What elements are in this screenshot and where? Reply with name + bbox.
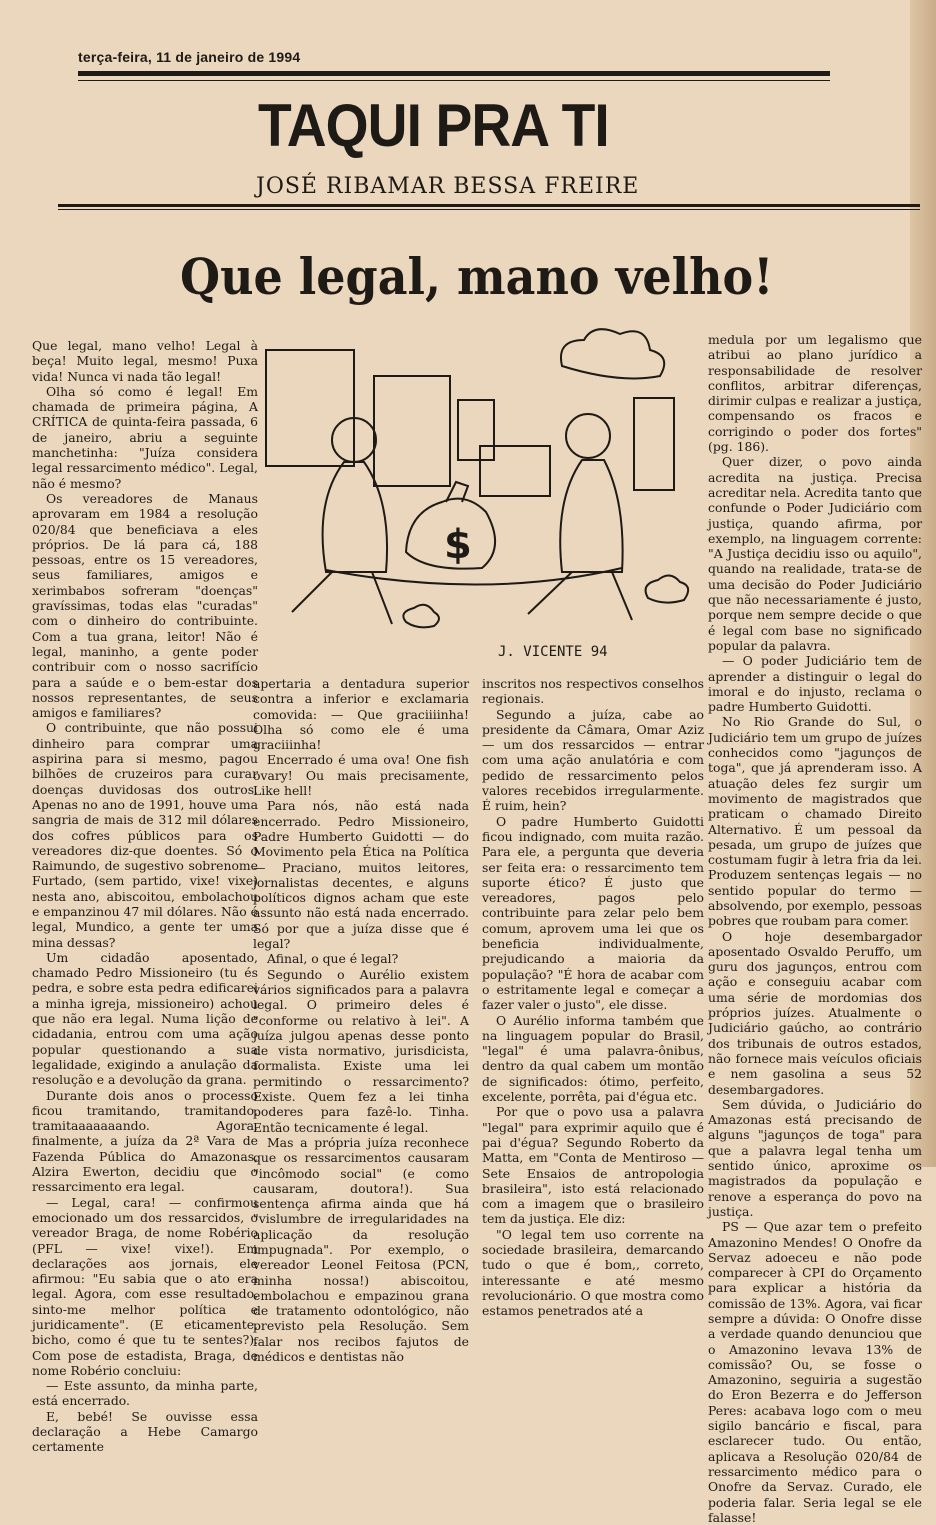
article-paragraph: PS — Que azar tem o prefeito Amazonino Mendes! O Onofre da Servaz adoeceu e não pode comparecer à CPI do Orçamento para explicar a história da comissão de 13%. Agora, vai ficar sempre a dúvida: O Onofre disse a verdade quando denunciou que o Amazonino levava 13% de comissão? Ou, se fosse o Amazonino, seguiria a sugestão do Eron Bezerra e do Jefferson Peres: acabava logo com o meu sigilo bancário e fiscal, para esclarecer tudo. Ou então, aplicava a Resolução 020/84 de ressarcimento médico para o Onofre da Servaz. Curado, ele poderia falar. Seria legal se ele falasse! — [708, 1219, 922, 1525]
article-paragraph: inscritos nos respectivos conselhos regionais. — [482, 676, 704, 707]
article-paragraph: "O legal tem uso corrente na sociedade brasileira, demarcando tudo o que é bom,, correto, interessante e até mesmo revolucionário. O que mostra como estamos penetrados até a — [482, 1226, 704, 1319]
article-paragraph: Encerrado é uma ova! One fish ovary! Ou mais precisamente, Like hell! — [253, 752, 469, 799]
author-name: JOSÉ RIBAMAR BESSA FREIRE — [256, 174, 640, 199]
article-paragraph: — Legal, cara! — confirmou emocionado um dos ressarcidos, o vereador Braga, de nome Robério (PFL — vixe! vixe!). Em declarações aos jornais, ele afirmou: "Eu sabia que o ato era legal. Agora, com esse resultado, sinto-me melhor política e juridicamente". (E eticamente, bicho, como é que tu te sentes?). Com pose de estadista, Braga, de nome Robério concluiu: — [32, 1194, 258, 1378]
article-paragraph: O padre Humberto Guidotti ficou indignado, com muita razão. Para ele, a pergunta que deveria ser feita era: o ressarcimento tem suporte ético? É justo que vereadores, pagos pelo contribuinte para zelar pelo bem comum, aprovem uma lei que os beneficia individualmente, prejudicando a maioria da população? "É hora de acabar com o estritamente legal e começar a fazer valer o justo", ele disse. — [482, 813, 704, 1013]
cartoon-cloud — [646, 575, 689, 602]
cartoon-cloud — [403, 605, 439, 628]
top-rule — [78, 71, 830, 76]
article-paragraph: No Rio Grande do Sul, o Judiciário tem um grupo de juízes conhecidos como "jagunços de toga", que já aprenderam isso. A atuação deles fez surgir um movimento de magistrados que praticam o chamado Direito Alternativo. É um pessoal da pesada, um grupo de juízes que costumam fugir à letra fria da lei. Produzem sentenças legais — no sentido popular do termo — absolvendo, por exemplo, pessoas pobres que roubam para comer. — [708, 714, 922, 929]
article-paragraph: O contribuinte, que não possui dinheiro para comprar uma aspirina para si mesmo, pagou bilhões de cruzeiros para curar doenças duvidosas dos outros. Apenas no ano de 1991, houve uma sangria de mais de 312 mil dólares dos cofres públicos para os vereadores diz-que doentes. Só o Raimundo, de sugestivo sobrenome Furtado, (sem partido, vixe! vixe) nesta ano, abiscoitou, embolachou e empanzinou 47 mil dólares. Não é legal, Mundico, a gente ter uma mina dessas? — [32, 720, 259, 950]
article-paragraph: Olha só como é legal! Em chamada de primeira página, A CRÍTICA de quinta-feira passada, 6 de janeiro, abriu a seguinte manchetinha: "Juíza considera legal ressarcimento médico". Legal, não é mesmo? — [32, 383, 258, 491]
cartoon-man-right-legs — [528, 572, 632, 620]
article-headline: Que legal, mano velho! — [180, 247, 774, 306]
article-paragraph: Segundo a juíza, cabe ao presidente da Câmara, Omar Aziz — um dos ressarcidos — entrar com uma ação anulatória e com pedido de ressarcimento pelos valores recebidos irregularmente. É ruim, hein? — [482, 706, 704, 814]
cartoon-man-left-body — [323, 462, 387, 572]
top-rule-thin — [78, 80, 830, 81]
article-column-3 — [482, 676, 704, 1319]
author-rule — [58, 204, 920, 207]
cartoon-illustration — [262, 322, 702, 666]
column-title: TAQUI PRA TI — [258, 92, 609, 159]
article-paragraph: O hoje desembargador aposentado Osvaldo Peruffo, um guru dos jagunços, entrou com ação e conseguiu acabar com uma série de mordomias dos próprios juízes. Atualmente o Judiciário gaúcho, ao contrário dos tribunais de outros estados, não fornece mais veículos oficiais e nem gasolina a seus 52 desembargadores. — [708, 928, 922, 1097]
article-paragraph: Que legal, mano velho! Legal à beça! Muito legal, mesmo! Puxa vida! Nunca vi nada tão legal! — [32, 338, 258, 384]
article-paragraph: Para nós, não está nada encerrado. Pedro Missioneiro, Padre Humberto Guidotti — do Movimento pela Ética na Política — Praciano, muitos leitores, jornalistas decentes, e alguns políticos dignos acham que este assunto não está nada encerrado. Só por que a juíza disse que é legal? — [253, 798, 469, 952]
cartoon-man-right-body — [560, 460, 622, 572]
article-paragraph: O Aurélio informa também que na linguagem popular do Brasil, "legal" é uma palavra-ônibus, dentro da qual cabem um montão de significados: ótimo, perfeito, excelente, porrêta, pai d'égua etc. — [482, 1012, 704, 1105]
article-paragraph: medula por um legalismo que atribui ao plano jurídico a responsabilidade de resolver conflitos, arbitrar diferenças, dirimir culpas e realizar a justiça, compensando os fracos e corrigindo o poder dos fortes" (pg. 186). — [708, 332, 922, 455]
article-paragraph: Sem dúvida, o Judiciário do Amazonas está precisando de alguns "jagunços de toga" para que a palavra legal tenha um sentido único, aproxime os magistrados da população e renove a esperança do povo na justiça. — [708, 1096, 922, 1219]
article-paragraph: Por que o povo usa a palavra "legal" para exprimir aquilo que é pai d'égua? Segundo Roberto da Matta, em "Conta de Mentiroso — Sete Ensaios de antropologia brasileira", isto está relacionado com a imagem que o brasileiro tem da justiça. Ele diz: — [482, 1104, 704, 1227]
article-paragraph: — Este assunto, da minha parte, está encerrado. — [32, 1378, 258, 1409]
article-paragraph: Segundo o Aurélio existem vários significados para a palavra legal. O primeiro deles é "conforme ou relativo à lei". A juíza julgou apenas desse ponto de vista normativo, jurisdicista, formalista. Existe uma lei permitindo o ressarcimento? Existe. Quem fez a lei tinha poderes para fazê-lo. Tinha. Então tecnicamente é legal. — [253, 966, 469, 1135]
cartoon-building — [374, 376, 450, 486]
article-column-4 — [708, 332, 922, 1525]
article-paragraph: — O poder Judiciário tem de aprender a distinguir o legal do imoral e do injusto, reclama o padre Humberto Guidotti. — [708, 653, 922, 715]
cartoon-dollar-sign: $ — [444, 522, 472, 568]
cartoon-stretcher — [326, 568, 622, 585]
article-paragraph: Um cidadão aposentado, chamado Pedro Missioneiro (tu és pedra, e sobre esta pedra edificarei a minha igreja, missioneiro) achou que não era legal. Numa lição de cidadania, entrou com uma ação popular questionando a sua legalidade, exigindo a anulação da resolução e a devolução da grana. — [32, 949, 258, 1088]
cartoon-man-right-head — [566, 414, 610, 458]
article-paragraph: Mas a própria juíza reconhece que os ressarcimentos causaram "incômodo social" (e como causaram, doutora!). Sua sentença afirma ainda que há "vislumbre de irregularidades na aplicação da resolução impugnada". Por exemplo, o vereador Leonel Feitosa (PCN, minha nossa!) abiscoitou, embolachou e empazinou grana de tratamento odontológico, não previsto pela Resolução. Sem falar nos recibos fajutos de médicos e dentistas não — [253, 1134, 469, 1365]
article-paragraph: apertaria a dentadura superior contra a inferior e exclamaria comovida: — Que graciiiinha! Olha só como ele é uma graciiinha! — [253, 676, 469, 753]
article-paragraph: Afinal, o que é legal? — [267, 951, 399, 967]
dateline: terça-feira, 11 de janeiro de 1994 — [78, 49, 301, 65]
article-paragraph: Os vereadores de Manaus aprovaram em 1984 a resolução 020/84 que beneficiava a eles próprios. De lá para cá, 188 pessoas, entre os 15 vereadores, seus familiares, amigos e xerimbabos sofreram "doenças" gravíssimas, todas elas "curadas" com o dinheiro do contribuinte. Com a tua grana, leitor! Não é legal, maninho, a gente poder contribuir com o nosso sacrifício para a saúde e o bem-estar dos nossos representantes, de seus amigos e familiares? — [32, 490, 258, 721]
article-paragraph: Durante dois anos o processo ficou tramitando, tramitando, tramitaaaaaaando. Agora, finalmente, a juíza da 2ª Vara de Fazenda Pública do Amazonas, Alzira Ewerton, decidiu que o ressarcimento era legal. — [32, 1087, 258, 1195]
cartoon-man-left-legs — [292, 572, 392, 624]
cartoon-signature: J. VICENTE 94 — [498, 644, 608, 660]
article-column-2 — [253, 676, 469, 1365]
article-column-1 — [32, 338, 259, 1455]
cartoon-cloud — [561, 329, 664, 378]
cartoon-building — [634, 398, 674, 490]
cartoon-building — [458, 400, 494, 460]
author-rule-thin — [58, 209, 920, 210]
article-paragraph: Quer dizer, o povo ainda acredita na justiça. Precisa acreditar nela. Acredita tanto que confunde o Poder Judiciário com justiça, quando afirma, por exemplo, na linguagem corrente: "A Justiça decidiu isso ou aquilo", quando na realidade, trata-se de uma decisão do Poder Judiciário que não necessariamente é justo, porque nem sempre decide o que é legal com base no significado popular da palavra. — [708, 454, 922, 653]
cartoon-building — [266, 350, 354, 466]
cartoon-building — [480, 446, 550, 496]
article-paragraph: E, bebé! Se ouvisse essa declaração a Hebe Camargo certamente — [32, 1408, 258, 1455]
